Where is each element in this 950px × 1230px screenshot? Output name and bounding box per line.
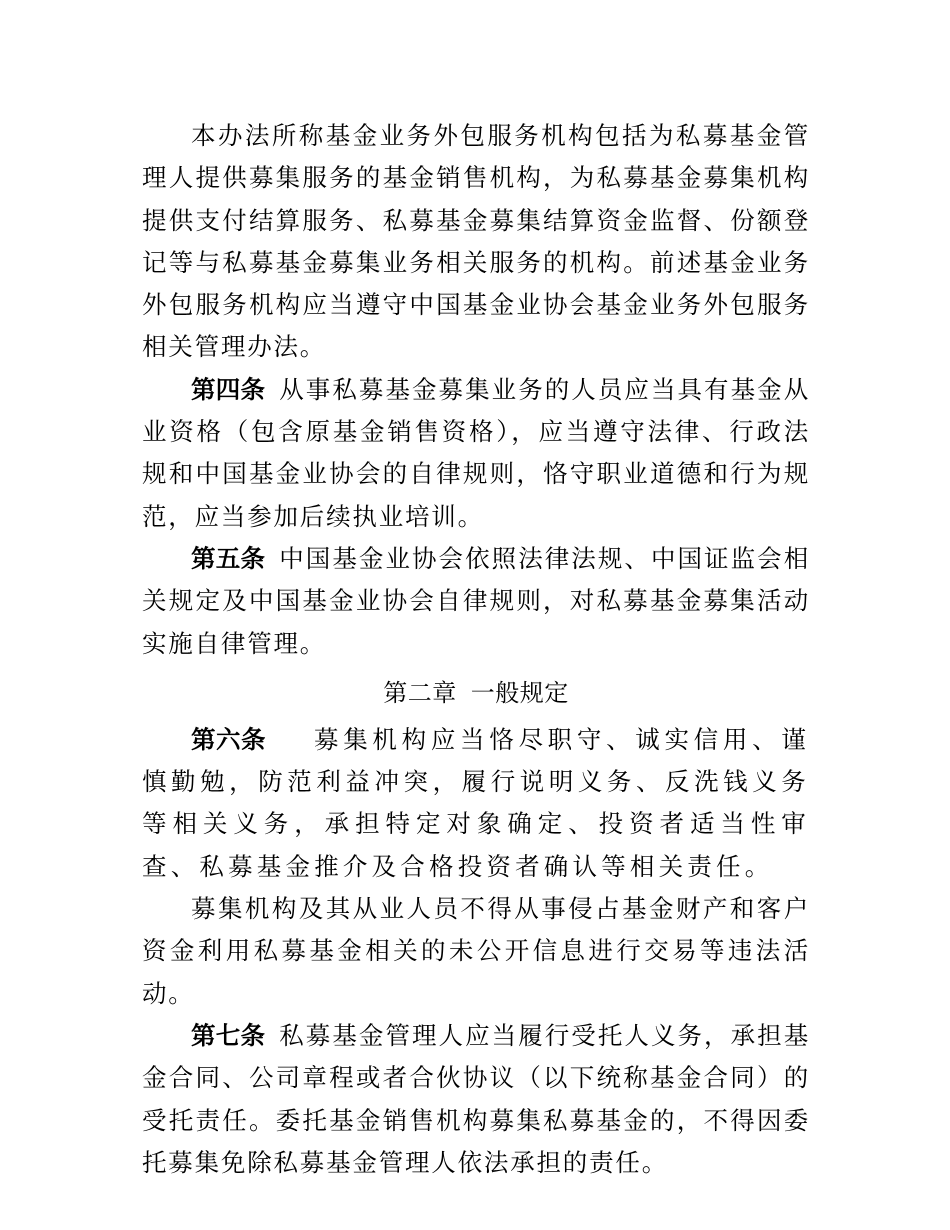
chapter-heading <box>142 672 810 714</box>
article-4-text: 从事私募基金募集业务的人员应当具有基金从业资格（包含原基金销售资格），应当遵守法律、行政法规和中国基金业协会的自律规则，恪守职业道德和行为规范，应当参加后续执业培训。 <box>142 374 810 531</box>
article-6 <box>142 719 810 888</box>
paragraph-outsourcing <box>142 115 810 369</box>
document-page <box>142 115 810 1184</box>
article-7-text: 私募基金管理人应当履行受托人义务，承担基金合同、公司章程或者合伙协议（以下统称基金合同）的受托责任。委托基金销售机构募集私募基金的，不得因委托募集免除私募基金管理人依法承担的责任。 <box>142 1020 810 1177</box>
article-7-title: 第七条 <box>191 1020 266 1050</box>
article-5-title: 第五条 <box>191 543 266 573</box>
article-6-title: 第六条 <box>191 724 267 754</box>
article-5-text: 中国基金业协会依照法律法规、中国证监会相关规定及中国基金业协会自律规则，对私募基金募集活动实施自律管理。 <box>142 543 810 658</box>
article-4 <box>142 369 810 538</box>
article-7 <box>142 1015 810 1184</box>
paragraph-prohibition <box>142 888 810 1015</box>
paragraph-outsourcing-text: 本办法所称基金业务外包服务机构包括为私募基金管理人提供募集服务的基金销售机构，为私募基金募集机构提供支付结算服务、私募基金募集结算资金监督、份额登记等与私募基金募集业务相关服务的机构。前述基金业务外包服务机构应当遵守中国基金业协会基金业务外包服务相关管理办法。 <box>142 121 810 362</box>
chapter-number: 第二章 <box>383 678 457 707</box>
paragraph-prohibition-text: 募集机构及其从业人员不得从事侵占基金财产和客户资金利用私募基金相关的未公开信息进行交易等违法活动。 <box>142 894 810 1008</box>
chapter-title: 一般规定 <box>470 678 569 707</box>
article-5 <box>142 538 810 665</box>
article-4-title: 第四条 <box>191 374 266 404</box>
article-6-text: 募集机构应当恪尽职守、诚实信用、谨慎勤勉，防范利益冲突，履行说明义务、反洗钱义务等相关义务，承担特定对象确定、投资者适当性审查、私募基金推介及合格投资者确认等相关责任。 <box>142 724 810 881</box>
